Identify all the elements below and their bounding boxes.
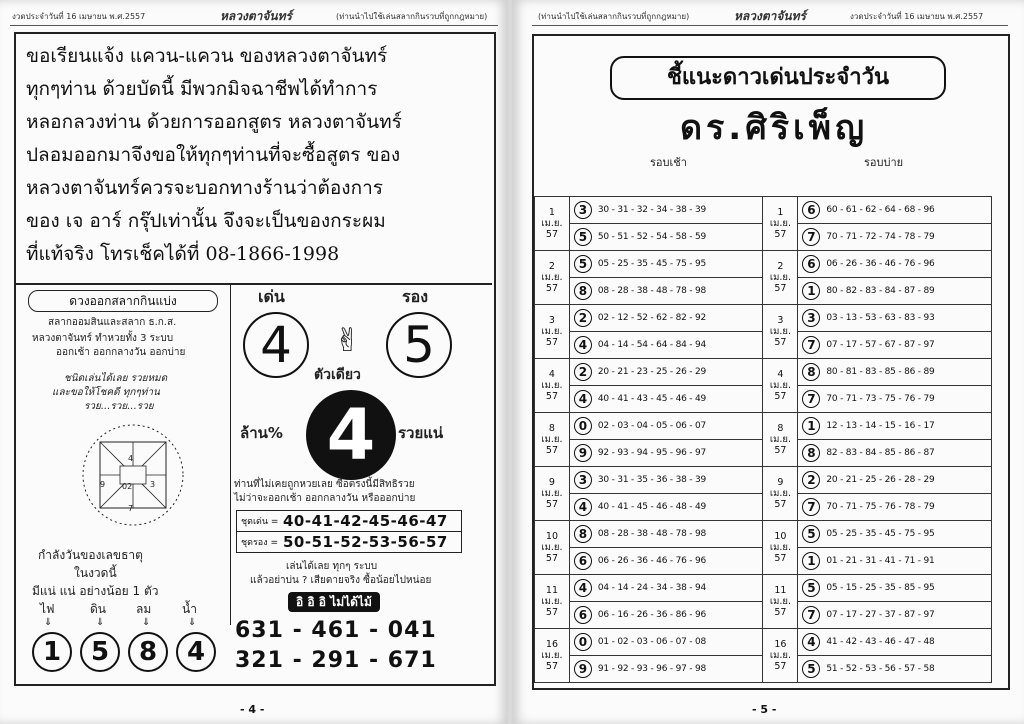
number-list: 70 - 71 - 73 - 75 - 76 - 79 bbox=[826, 394, 935, 404]
number-cell bbox=[569, 548, 763, 575]
notice-line: ที่แท้จริง โทรเช็คได้ที่ 08-1866-1998 bbox=[26, 243, 340, 265]
element-name-earth: ดิน bbox=[90, 602, 106, 616]
notice-line: หลอกลวงท่าน ด้วยการออกสูตร หลวงตาจันทร์ bbox=[26, 111, 402, 133]
number-cell bbox=[798, 197, 992, 224]
lucky-digit: 1 bbox=[802, 417, 820, 435]
chart-number: 9 bbox=[100, 480, 106, 489]
number-list: 51 - 52 - 53 - 56 - 57 - 58 bbox=[826, 664, 935, 674]
number-list: 07 - 17 - 57 - 67 - 87 - 97 bbox=[826, 340, 935, 350]
number-list: 20 - 21 - 25 - 26 - 28 - 29 bbox=[826, 475, 935, 485]
element-digit-water: 4 bbox=[176, 632, 216, 672]
lucky-digit: 5 bbox=[802, 660, 820, 678]
number-cell bbox=[798, 413, 992, 440]
three-digit-number: 631 bbox=[235, 618, 284, 643]
day-number: 4 bbox=[777, 369, 784, 380]
handwritten-line: รวย...รวย...รวย bbox=[84, 401, 154, 412]
year-label: 57 bbox=[545, 337, 558, 348]
year-label: 57 bbox=[545, 229, 558, 240]
lucky-digit: 5 bbox=[574, 255, 592, 273]
year-label: 57 bbox=[774, 499, 787, 510]
number-cell bbox=[569, 575, 763, 602]
lucky-digit: 7 bbox=[802, 228, 820, 246]
table-row bbox=[535, 305, 992, 332]
number-cell bbox=[569, 197, 763, 224]
number-cell bbox=[569, 386, 763, 413]
day-cell bbox=[763, 305, 798, 359]
year-label: 57 bbox=[545, 445, 558, 456]
element-name-water: น้ำ bbox=[182, 602, 197, 616]
day-cell bbox=[535, 521, 570, 575]
year-label: 57 bbox=[774, 661, 787, 672]
number-cell bbox=[798, 467, 992, 494]
right-slogan: รวยแน่ bbox=[398, 424, 444, 442]
number-list: 05 - 15 - 25 - 35 - 85 - 95 bbox=[826, 583, 935, 593]
number-list: 70 - 71 - 75 - 76 - 78 - 79 bbox=[826, 502, 935, 512]
lucky-digit: 4 bbox=[574, 498, 592, 516]
lucky-digit: 6 bbox=[802, 201, 820, 219]
day-cell bbox=[763, 521, 798, 575]
left-slogan: ล้าน% bbox=[240, 424, 283, 442]
day-number: 9 bbox=[777, 477, 784, 488]
lucky-digit: 0 bbox=[574, 417, 592, 435]
col-afternoon-label: รอบบ่าย bbox=[864, 156, 904, 169]
lucky-digit: 5 bbox=[802, 579, 820, 597]
warning-notice bbox=[26, 40, 481, 271]
left-header-tagline: (ท่านนำไปใช้เล่นสลากกินรวบที่ถูกกฎหมาย) bbox=[336, 12, 488, 21]
month-label: เม.ย. bbox=[769, 218, 791, 229]
number-cell bbox=[569, 359, 763, 386]
month-label: เม.ย. bbox=[769, 380, 791, 391]
day-cell bbox=[763, 575, 798, 629]
lucky-digit: 5 bbox=[802, 525, 820, 543]
right-header-brand: หลวงตาจันทร์ bbox=[734, 9, 806, 23]
right-page bbox=[512, 0, 1024, 724]
day-cell bbox=[763, 629, 798, 683]
day-cell bbox=[763, 197, 798, 251]
lucky-digit: 1 bbox=[802, 552, 820, 570]
number-list: 30 - 31 - 32 - 34 - 38 - 39 bbox=[597, 205, 707, 215]
notice-line: หลวงตาจันทร์ควรจะบอกทางร้านว่าต้องการ bbox=[26, 177, 383, 199]
element-name-wind: ลม bbox=[136, 602, 152, 616]
element-name-fire: ไฟ bbox=[40, 602, 55, 616]
month-label: เม.ย. bbox=[541, 542, 563, 553]
day-number: 2 bbox=[777, 261, 784, 272]
lucky-digit: 7 bbox=[802, 336, 820, 354]
day-number: 11 bbox=[545, 585, 558, 596]
lucky-digit: 6 bbox=[802, 255, 820, 273]
secondary-label: รอง bbox=[402, 287, 429, 306]
number-cell bbox=[569, 440, 763, 467]
month-label: เม.ย. bbox=[769, 272, 791, 283]
three-digit-number: 321 bbox=[235, 648, 284, 673]
lottery-line: สลากออมสินและสลาก ธ.ก.ส. bbox=[48, 317, 177, 328]
lottery-line: ออกเช้า ออกกลางวัน ออกบ่าย bbox=[56, 347, 186, 358]
number-cell bbox=[798, 278, 992, 305]
arrow-down-icon: ⇓ bbox=[96, 617, 105, 628]
lucky-digit: 2 bbox=[574, 309, 592, 327]
bottom-line: แล้วอย่าบ่น ? เสียดายจริง ซื้อน้อยไปหน่อย bbox=[250, 575, 432, 586]
number-cell bbox=[569, 224, 763, 251]
number-list: 05 - 25 - 35 - 45 - 75 - 95 bbox=[597, 259, 707, 269]
lottery-label: ดวงออกสลากกินแบ่ง bbox=[28, 290, 218, 312]
bottom-line: เล่นได้เลย ทุกๆ ระบบ bbox=[286, 561, 378, 572]
right-header-tagline: (ท่านนำไปใช้เล่นสลากกินรวบที่ถูกกฎหมาย) bbox=[538, 12, 690, 21]
month-label: เม.ย. bbox=[541, 380, 563, 391]
notice-line: ปลอมออกมาจึงขอให้ทุกๆท่านที่จะซื้อสูตร ของ bbox=[26, 144, 401, 166]
title-box: ชี้แนะดาวเด่นประจำวัน bbox=[610, 56, 946, 100]
day-cell bbox=[535, 197, 570, 251]
number-cell bbox=[798, 305, 992, 332]
lucky-digit: 4 bbox=[574, 336, 592, 354]
day-cell bbox=[535, 413, 570, 467]
table-row bbox=[535, 467, 992, 494]
banner: อิ อิ อิ ไม่ได้ไม้ bbox=[288, 592, 380, 612]
month-label: เม.ย. bbox=[541, 488, 563, 499]
right-page-number: - 5 - bbox=[752, 703, 777, 716]
single-digit: 4 bbox=[306, 390, 396, 480]
element-title: กำลังวันของเลขธาตุ bbox=[38, 548, 143, 562]
number-list: 91 - 92 - 93 - 96 - 97 - 98 bbox=[597, 664, 707, 674]
number-cell bbox=[798, 332, 992, 359]
chart-number: 7 bbox=[128, 504, 134, 513]
number-cell bbox=[798, 494, 992, 521]
lucky-digit: 0 bbox=[574, 633, 592, 651]
day-cell bbox=[535, 575, 570, 629]
day-number: 16 bbox=[545, 639, 558, 650]
year-label: 57 bbox=[545, 499, 558, 510]
promo-line: ท่านที่ไม่เคยถูกหวยเลย ซื้อตรงนี้มีสิทธิรวย bbox=[234, 479, 415, 490]
number-list: 82 - 83 - 84 - 85 - 86 - 87 bbox=[826, 448, 935, 458]
lucky-digit: 6 bbox=[574, 606, 592, 624]
single-label: ตัวเดียว bbox=[314, 367, 361, 383]
number-list: 05 - 25 - 35 - 45 - 75 - 95 bbox=[826, 529, 935, 539]
number-list: 70 - 71 - 72 - 74 - 78 - 79 bbox=[826, 232, 935, 242]
number-cell bbox=[569, 602, 763, 629]
number-cell bbox=[798, 386, 992, 413]
day-number: 11 bbox=[774, 585, 787, 596]
day-cell bbox=[535, 467, 570, 521]
lucky-digit: 9 bbox=[574, 444, 592, 462]
number-cell bbox=[798, 548, 992, 575]
day-number: 9 bbox=[548, 477, 555, 488]
lucky-digit: 7 bbox=[802, 606, 820, 624]
number-cell bbox=[798, 602, 992, 629]
lucky-digit: 7 bbox=[802, 498, 820, 516]
day-number: 2 bbox=[548, 261, 555, 272]
lucky-digit: 8 bbox=[574, 525, 592, 543]
handwritten-line: ชนิดเล่นได้เลย รวยหมด bbox=[64, 373, 168, 384]
month-label: เม.ย. bbox=[769, 434, 791, 445]
notice-line: ทุกๆท่าน ด้วยบัดนี้ มีพวกมิจฉาชีพได้ทำการ bbox=[26, 78, 378, 100]
notice-line: ขอเรียนแจ้ง แควน-แควน ของหลวงตาจันทร์ bbox=[26, 45, 388, 67]
day-number: 4 bbox=[548, 369, 555, 380]
element-digit-wind: 8 bbox=[128, 632, 168, 672]
month-label: เม.ย. bbox=[541, 596, 563, 607]
chart-number: 4 bbox=[128, 454, 134, 463]
lucky-digit: 4 bbox=[802, 633, 820, 651]
notice-line: ของ เจ อาร์ กรุ๊ปเท่านั้น จึงจะเป็นของกระผม bbox=[26, 210, 386, 232]
arrow-down-icon: ⇓ bbox=[188, 617, 197, 628]
lucky-digit: 2 bbox=[574, 363, 592, 381]
number-cell bbox=[569, 629, 763, 656]
number-cell bbox=[798, 656, 992, 683]
three-digit-number: 671 bbox=[387, 648, 437, 673]
table-row bbox=[535, 251, 992, 278]
arrow-down-icon: ⇓ bbox=[142, 617, 151, 628]
left-header-date: งวดประจำวันที่ 16 เมษายน พ.ศ.2557 bbox=[12, 12, 146, 21]
number-list: 01 - 02 - 03 - 06 - 07 - 08 bbox=[597, 637, 707, 647]
month-label: เม.ย. bbox=[769, 326, 791, 337]
col-morning-label: รอบเช้า bbox=[650, 156, 687, 169]
lucky-digit: 8 bbox=[574, 282, 592, 300]
year-label: 57 bbox=[774, 607, 787, 618]
number-cell bbox=[798, 440, 992, 467]
month-label: เม.ย. bbox=[769, 488, 791, 499]
victory-hand-icon: ✌ bbox=[334, 321, 361, 359]
number-cell bbox=[569, 521, 763, 548]
month-label: เม.ย. bbox=[541, 272, 563, 283]
main-label: เด่น bbox=[258, 287, 285, 306]
number-list: 41 - 42 - 43 - 46 - 47 - 48 bbox=[826, 637, 935, 647]
lucky-digit: 8 bbox=[802, 444, 820, 462]
month-label: เม.ย. bbox=[541, 434, 563, 445]
secondary-set-label: ชุดรอง = bbox=[241, 538, 278, 548]
three-digit-row: 321 - 291 - 671 bbox=[235, 648, 437, 673]
left-page-number: - 4 - bbox=[240, 703, 265, 716]
chart-number: 3 bbox=[150, 480, 156, 489]
year-label: 57 bbox=[774, 229, 787, 240]
number-cell bbox=[798, 251, 992, 278]
year-label: 57 bbox=[545, 661, 558, 672]
three-digit-number: 461 bbox=[311, 618, 361, 643]
number-list: 40 - 41 - 43 - 45 - 46 - 49 bbox=[597, 394, 707, 404]
lucky-digit: 3 bbox=[802, 309, 820, 327]
lucky-digit: 6 bbox=[574, 552, 592, 570]
lucky-digit: 2 bbox=[802, 471, 820, 489]
lucky-number-table bbox=[534, 196, 992, 683]
column-divider bbox=[230, 285, 231, 625]
number-list: 80 - 82 - 83 - 84 - 87 - 89 bbox=[826, 286, 935, 296]
number-list: 08 - 28 - 38 - 48 - 78 - 98 bbox=[597, 529, 707, 539]
lucky-digit: 7 bbox=[802, 390, 820, 408]
lucky-digit: 4 bbox=[574, 390, 592, 408]
number-list: 12 - 13 - 14 - 15 - 16 - 17 bbox=[826, 421, 935, 431]
three-digit-number: 291 bbox=[311, 648, 361, 673]
lucky-digit: 3 bbox=[574, 471, 592, 489]
secondary-digit: 5 bbox=[386, 312, 452, 378]
number-list: 06 - 16 - 26 - 36 - 86 - 96 bbox=[597, 610, 707, 620]
number-cell bbox=[798, 224, 992, 251]
lottery-line: หลวงตาจันทร์ ทำหวยทั้ง 3 ระบบ bbox=[32, 333, 174, 344]
left-header-rule bbox=[10, 25, 498, 26]
number-cell bbox=[798, 575, 992, 602]
table-row bbox=[535, 521, 992, 548]
arrow-down-icon: ⇓ bbox=[44, 617, 53, 628]
table-row bbox=[535, 359, 992, 386]
main-digit: 4 bbox=[243, 312, 309, 378]
right-header-date: งวดประจำวันที่ 16 เมษายน พ.ศ.2557 bbox=[850, 12, 984, 21]
number-list: 92 - 93 - 94 - 95 - 96 - 97 bbox=[597, 448, 707, 458]
number-list: 40 - 41 - 45 - 46 - 48 - 49 bbox=[597, 502, 707, 512]
number-list: 02 - 03 - 04 - 05 - 06 - 07 bbox=[597, 421, 707, 431]
year-label: 57 bbox=[774, 445, 787, 456]
number-list: 08 - 28 - 38 - 48 - 78 - 98 bbox=[597, 286, 707, 296]
number-list: 03 - 13 - 53 - 63 - 83 - 93 bbox=[826, 313, 935, 323]
promo-line: ไม่ว่าจะออกเช้า ออกกลางวัน หรือออกบ่าย bbox=[234, 493, 416, 504]
year-label: 57 bbox=[774, 391, 787, 402]
subtitle: ดร.ศิริเพ็ญ bbox=[679, 108, 869, 148]
year-label: 57 bbox=[774, 553, 787, 564]
year-label: 57 bbox=[774, 337, 787, 348]
lucky-digit: 4 bbox=[574, 579, 592, 597]
month-label: เม.ย. bbox=[769, 542, 791, 553]
number-cell bbox=[569, 467, 763, 494]
table-row bbox=[535, 413, 992, 440]
number-list: 04 - 14 - 24 - 34 - 38 - 94 bbox=[597, 583, 707, 593]
lucky-digit: 1 bbox=[802, 282, 820, 300]
table-row bbox=[535, 629, 992, 656]
day-cell bbox=[763, 251, 798, 305]
day-number: 3 bbox=[777, 315, 784, 326]
month-label: เม.ย. bbox=[541, 650, 563, 661]
day-number: 1 bbox=[548, 207, 555, 218]
chart-center-label: 02 bbox=[122, 482, 133, 491]
number-cell bbox=[798, 359, 992, 386]
number-list: 06 - 26 - 36 - 46 - 76 - 96 bbox=[597, 556, 707, 566]
element-title: ในงวดนี้ bbox=[74, 566, 117, 580]
secondary-set-box bbox=[236, 531, 462, 553]
day-number: 10 bbox=[545, 531, 558, 542]
day-number: 8 bbox=[548, 423, 555, 434]
number-cell bbox=[569, 305, 763, 332]
year-label: 57 bbox=[545, 607, 558, 618]
handwritten-line: และขอให้โชคดี ทุกๆท่าน bbox=[52, 387, 160, 398]
number-list: 30 - 31 - 35 - 36 - 38 - 39 bbox=[597, 475, 707, 485]
three-digit-number: 041 bbox=[387, 618, 437, 643]
month-label: เม.ย. bbox=[541, 218, 563, 229]
number-cell bbox=[569, 332, 763, 359]
left-page bbox=[0, 0, 508, 724]
number-cell bbox=[569, 494, 763, 521]
notice-divider bbox=[16, 283, 492, 285]
year-label: 57 bbox=[545, 553, 558, 564]
main-set-value: 40-41-42-45-46-47 bbox=[283, 512, 448, 530]
main-set-label: ชุดเด่น = bbox=[241, 517, 279, 527]
number-cell bbox=[569, 413, 763, 440]
day-number: 10 bbox=[774, 531, 787, 542]
left-header-brand: หลวงตาจันทร์ bbox=[220, 9, 292, 23]
day-cell bbox=[763, 359, 798, 413]
element-digit-fire: 1 bbox=[32, 632, 72, 672]
month-label: เม.ย. bbox=[769, 650, 791, 661]
year-label: 57 bbox=[545, 283, 558, 294]
number-list: 20 - 21 - 23 - 25 - 26 - 29 bbox=[597, 367, 707, 377]
element-digit-earth: 5 bbox=[80, 632, 120, 672]
day-cell bbox=[763, 413, 798, 467]
number-list: 04 - 14 - 54 - 64 - 84 - 94 bbox=[597, 340, 707, 350]
lucky-digit: 3 bbox=[574, 201, 592, 219]
year-label: 57 bbox=[774, 283, 787, 294]
table-row bbox=[535, 575, 992, 602]
day-cell bbox=[535, 251, 570, 305]
number-cell bbox=[569, 656, 763, 683]
day-cell bbox=[535, 629, 570, 683]
number-list: 02 - 12 - 52 - 62 - 82 - 92 bbox=[597, 313, 707, 323]
number-list: 01 - 21 - 31 - 41 - 71 - 91 bbox=[826, 556, 935, 566]
number-cell bbox=[798, 629, 992, 656]
month-label: เม.ย. bbox=[541, 326, 563, 337]
element-title: มีแน่ แน่ อย่างน้อย 1 ตัว bbox=[32, 584, 159, 598]
number-cell bbox=[798, 521, 992, 548]
lucky-digit: 9 bbox=[574, 660, 592, 678]
number-cell bbox=[569, 278, 763, 305]
right-header-rule bbox=[532, 25, 1008, 26]
day-number: 16 bbox=[774, 639, 787, 650]
number-list: 07 - 17 - 27 - 37 - 87 - 97 bbox=[826, 610, 935, 620]
year-label: 57 bbox=[545, 391, 558, 402]
day-cell bbox=[763, 467, 798, 521]
month-label: เม.ย. bbox=[769, 596, 791, 607]
number-list: 50 - 51 - 52 - 54 - 58 - 59 bbox=[597, 232, 707, 242]
number-cell bbox=[569, 251, 763, 278]
lucky-digit: 8 bbox=[802, 363, 820, 381]
number-list: 80 - 81 - 83 - 85 - 86 - 89 bbox=[826, 367, 935, 377]
number-list: 60 - 61 - 62 - 64 - 68 - 96 bbox=[826, 205, 935, 215]
day-number: 8 bbox=[777, 423, 784, 434]
lucky-digit: 5 bbox=[574, 228, 592, 246]
day-cell bbox=[535, 359, 570, 413]
day-number: 1 bbox=[777, 207, 784, 218]
main-set-box bbox=[236, 510, 462, 532]
three-digit-row: 631 - 461 - 041 bbox=[235, 618, 437, 643]
day-cell bbox=[535, 305, 570, 359]
table-row bbox=[535, 197, 992, 224]
number-list: 06 - 26 - 36 - 46 - 76 - 96 bbox=[826, 259, 935, 269]
day-number: 3 bbox=[548, 315, 555, 326]
secondary-set-value: 50-51-52-53-56-57 bbox=[283, 533, 448, 551]
